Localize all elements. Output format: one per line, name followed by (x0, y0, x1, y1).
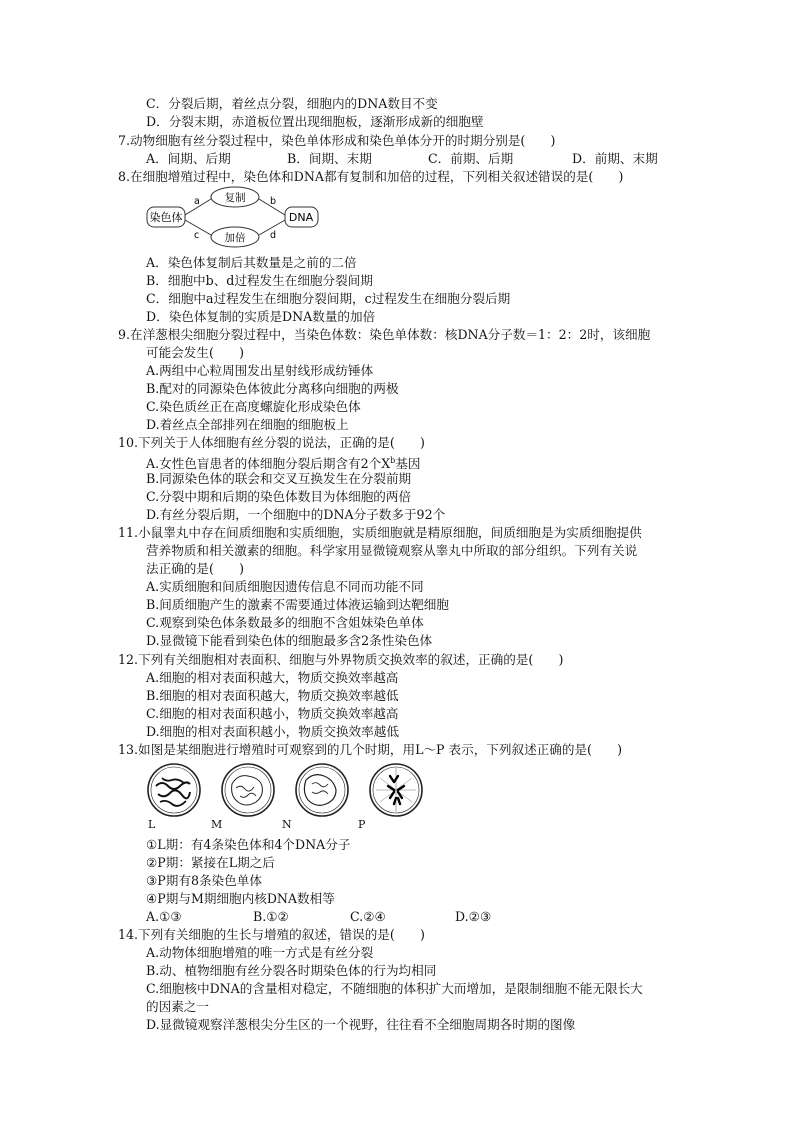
q6-option-d: D．分裂末期，赤道板位置出现细胞板，逐渐形成新的细胞壁 (146, 114, 484, 129)
q6-option-c: C．分裂后期，着丝点分裂，细胞内的DNA数目不变 (146, 96, 438, 111)
caption-n: N (282, 818, 292, 831)
q14-option-c: C.细胞核中DNA的含量相对稳定，不随细胞的体积扩大而增加，是限制细胞不能无限长大 (146, 981, 643, 996)
q12-option-b: B.细胞的相对表面积越大，物质交换效率越低 (146, 688, 399, 703)
q10-option-b: B.同源染色体的联会和交叉互换发生在分裂前期 (146, 471, 412, 486)
q8-option-d: D．染色体复制的实质是DNA数量的加倍 (146, 309, 376, 324)
doubling-label: 加倍 (224, 232, 246, 244)
q13-statement-3: ③P期有8条染色单体 (146, 873, 262, 888)
q11-stem-3: 法正确的是( ) (146, 561, 244, 576)
q14-option-b: B.动、植物细胞有丝分裂各时期染色体的行为均相同 (146, 963, 437, 978)
q12-stem: 12.下列有关细胞相对表面积、细胞与外界物质交换效率的叙述，正确的是( ) (118, 652, 564, 667)
q13-statement-4: ④P期与M期细胞内核DNA数相等 (146, 891, 335, 906)
q8-option-b: B．细胞中b、d过程发生在细胞分裂间期 (146, 273, 373, 288)
caption-l: L (148, 818, 156, 831)
q8-option-a: A．染色体复制后其数量是之前的二倍 (146, 255, 357, 270)
q14-option-c-cont: 的因素之一 (146, 999, 209, 1014)
q12-option-d: D.细胞的相对表面积越小，物质交换效率越低 (146, 724, 399, 739)
q11-stem-1: 11.小鼠睾丸中存在间质细胞和实质细胞，实质细胞就是精原细胞，间质细胞是为实质细胞提供 (118, 525, 642, 540)
q11-option-d: D.显微镜下能看到染色体的细胞最多含2条性染色体 (146, 633, 433, 648)
q9-option-b: B.配对的同源染色体彼此分离移向细胞的两极 (146, 381, 399, 396)
q12-option-a: A.细胞的相对表面积越大，物质交换效率越高 (146, 670, 399, 685)
q8-option-c: C．细胞中a过程发生在细胞分裂间期，c过程发生在细胞分裂后期 (146, 291, 511, 306)
q7-option-c: C．前期、后期 (428, 151, 514, 166)
q13-option-c: C.②④ (350, 909, 386, 924)
q12-option-c: C.细胞的相对表面积越小，物质交换效率越高 (146, 706, 399, 721)
cell-n-image (296, 764, 348, 816)
svg-text:b: b (270, 196, 277, 207)
q9-option-c: C.染色质丝正在高度螺旋化形成染色体 (146, 399, 361, 414)
q13-cell-figure (144, 762, 426, 818)
svg-text:a: a (194, 196, 200, 207)
q8-diagram (144, 184, 324, 250)
q9-stem-2: 可能会发生( ) (146, 345, 244, 360)
q14-option-a: A.动物体细胞增殖的唯一方式是有丝分裂 (146, 945, 374, 960)
q11-option-c: C.观察到染色体条数最多的细胞不含姐妹染色单体 (146, 615, 424, 630)
q11-option-b: B.间质细胞产生的激素不需要通过体液运输到达靶细胞 (146, 597, 449, 612)
chromosome-label: 染色体 (149, 211, 183, 224)
replication-label: 复制 (224, 192, 246, 204)
q10-stem: 10.下列关于人体细胞有丝分裂的说法，正确的是( ) (118, 435, 425, 450)
q13-stem: 13.如图是某细胞进行增殖时可观察到的几个时期，用L～P 表示，下列叙述正确的是( ) (118, 742, 623, 757)
svg-text:c: c (194, 230, 200, 241)
q7-option-a: A．间期、后期 (146, 151, 231, 166)
q10-option-a: A.女性色盲患者的体细胞分裂后期含有2个$X^b$基因 (146, 456, 421, 472)
q11-stem-2: 营养物质和相关激素的细胞。科学家用显微镜观察从睾丸中所取的部分组织。下列有关说 (146, 543, 638, 558)
q13-option-a: A.①③ (146, 909, 182, 924)
q8-stem: 8.在细胞增殖过程中，染色体和DNA都有复制和加倍的过程，下列相关叙述错误的是( ) (118, 169, 624, 184)
q9-option-d: D.着丝点全部排列在细胞的细胞板上 (146, 417, 349, 432)
dna-label: DNA (288, 211, 314, 224)
q7-option-d: D．前期、末期 (572, 151, 658, 166)
q14-stem: 14.下列有关细胞的生长与增殖的叙述，错误的是( ) (118, 927, 425, 942)
q14-option-d: D.显微镜观察洋葱根尖分生区的一个视野，往往看不全细胞周期各时期的图像 (146, 1017, 576, 1032)
cell-p-image (370, 764, 422, 816)
caption-p: P (358, 818, 366, 831)
cell-m-image (222, 764, 274, 816)
caption-m: M (211, 818, 223, 831)
svg-text:d: d (270, 230, 277, 241)
q9-stem-1: 9.在洋葱根尖细胞分裂过程中，当染色体数：染色单体数：核DNA分子数＝1：2：2时，该细胞 (118, 327, 651, 342)
q7-stem: 7.动物细胞有丝分裂过程中，染色单体形成和染色单体分开的时期分别是( ) (118, 133, 556, 148)
q9-option-a: A.两组中心粒周围发出星射线形成纺锤体 (146, 363, 374, 378)
q13-option-d: D.②③ (455, 909, 492, 924)
cell-l-image (148, 764, 200, 816)
q11-option-a: A.实质细胞和间质细胞因遗传信息不同而功能不同 (146, 579, 424, 594)
q10-option-d: D.有丝分裂后期，一个细胞中的DNA分子数多于92个 (146, 507, 446, 522)
q13-statement-1: ①L期：有4条染色体和4个DNA分子 (146, 837, 351, 852)
q13-statement-2: ②P期：紧接在L期之后 (146, 855, 275, 870)
q13-option-b: B.①② (253, 909, 289, 924)
q7-option-b: B．间期、末期 (287, 151, 372, 166)
q10-option-c: C.分裂中期和后期的染色体数目为体细胞的两倍 (146, 489, 412, 504)
